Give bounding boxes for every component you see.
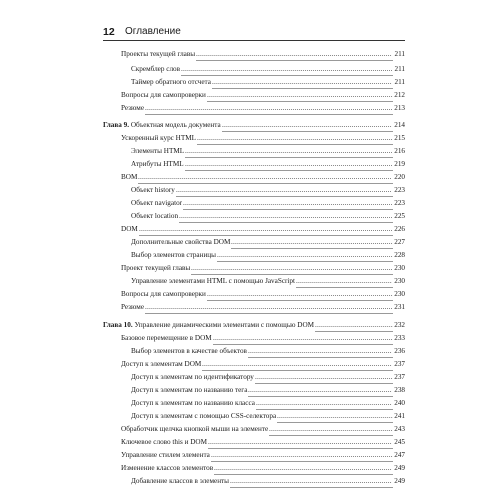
- entry-title-text: Обработчик щелчка кнопкой мыши на элементе: [121, 425, 269, 433]
- toc-entry: [103, 48, 405, 61]
- dot-leader: ..................................................................................................: [196, 50, 392, 58]
- toc-page-number: 231: [393, 301, 405, 314]
- toc-page-number: 227: [393, 236, 405, 249]
- entry-title-text: Ускоренный курс HTML: [121, 134, 197, 142]
- toc-entry-title: [121, 423, 269, 436]
- dot-leader: ....................................................................: [256, 399, 392, 407]
- toc-entry: [103, 397, 405, 410]
- dot-leader: ...............................................................................................................................: [139, 225, 393, 233]
- entry-title-text: Доступ к элементам DOM: [121, 360, 202, 368]
- entry-title-text: Скремблер слов: [131, 65, 181, 73]
- toc-page-number: 211: [393, 63, 405, 76]
- dot-leader: .................................................................................: [231, 238, 393, 246]
- entry-title-text: Резюме: [121, 104, 145, 112]
- toc-page-number: 237: [393, 358, 405, 371]
- toc-page-number: 249: [393, 462, 405, 475]
- dot-leader: ..................................................................................................: [197, 134, 393, 142]
- dot-leader: .........................................................................................: [214, 464, 392, 472]
- toc-entry-title: [121, 223, 139, 236]
- toc-entry: [103, 236, 405, 249]
- toc-entry: [103, 423, 405, 436]
- entry-title-text: Вопросы для самопроверки: [121, 290, 206, 298]
- entry-title-text: DOM: [121, 225, 138, 233]
- toc-entry-title: [103, 119, 222, 132]
- toc-page-number: 226: [393, 223, 405, 236]
- toc-entry: [103, 288, 405, 301]
- dot-leader: .....................................................................: [255, 373, 393, 381]
- dot-leader: ........................................................................................................: [185, 147, 393, 155]
- toc-entry: [103, 132, 405, 145]
- toc-entry: [103, 171, 405, 184]
- entry-title-text: Объект location: [131, 212, 179, 220]
- toc-entry: [103, 223, 405, 236]
- entry-title-text: Таймер обратного отсчета: [131, 78, 211, 86]
- entry-title-text: Проекты текущей главы: [121, 50, 196, 58]
- entry-title-text: Управление стилем элемента: [121, 451, 210, 459]
- dot-leader: ............................................................................................: [208, 438, 392, 446]
- toc-page-number: 212: [393, 89, 405, 102]
- toc-page-number: 211: [393, 48, 405, 61]
- toc-page-number: 216: [393, 145, 405, 158]
- toc-entry-title: [121, 358, 202, 371]
- toc-page-number: 245: [393, 436, 405, 449]
- toc-page-number: 236: [393, 345, 405, 358]
- running-header: [103, 25, 405, 41]
- toc-entry: [103, 63, 405, 76]
- dot-leader: .....................................................................................................: [191, 264, 393, 272]
- toc-entry: [103, 462, 405, 475]
- dot-leader: ........................................................................................................: [185, 160, 393, 168]
- dot-leader: ........................................................................: [248, 386, 392, 394]
- dot-leader: ..............................................................: [269, 425, 393, 433]
- toc-page-number: 230: [393, 275, 405, 288]
- toc-entry-title: [103, 319, 315, 332]
- toc-entry: [103, 358, 405, 371]
- dot-leader: ..........................................................................................................: [181, 65, 393, 73]
- toc-page-number: 220: [393, 171, 405, 184]
- entry-title-text: Объект navigator: [131, 199, 183, 207]
- entry-title-text: Выбор элементов в качестве объектов: [131, 347, 247, 355]
- toc-entry-title: [121, 436, 208, 449]
- toc-entry-title: [131, 345, 248, 358]
- toc-page-number: 233: [393, 332, 405, 345]
- toc-entry-title: [131, 158, 185, 171]
- entry-title-text: Атрибуты HTML: [131, 160, 184, 168]
- dot-leader: .........................................................................................................: [183, 199, 393, 207]
- toc-entry-title: [131, 475, 230, 488]
- entry-title-text: Ключевое слово this и DOM: [121, 438, 207, 446]
- toc-entry: [103, 449, 405, 462]
- page-number: 12: [103, 26, 115, 38]
- entry-title-text: Добавление классов в элементы: [131, 477, 230, 485]
- toc-page-number: 225: [393, 210, 405, 223]
- toc-entry: [103, 197, 405, 210]
- dot-leader: ..........................................................: [277, 412, 393, 420]
- toc-entry-title: [131, 210, 179, 223]
- entry-title-text: BOM: [121, 173, 138, 181]
- toc-entry: [103, 371, 405, 384]
- toc-entry-title: [131, 76, 212, 89]
- toc-entry: [103, 184, 405, 197]
- dot-leader: .............................................................................................: [207, 91, 393, 99]
- toc-page-number: 237: [393, 371, 405, 384]
- toc-page-number: 247: [393, 449, 405, 462]
- chapter-label: Глава 10.: [103, 321, 133, 329]
- entry-title-text: Базовое перемещение в DOM: [121, 334, 212, 342]
- toc-page-number: 213: [393, 102, 405, 115]
- dot-leader: ...........................................................................................................: [179, 212, 393, 220]
- toc-entry-title: [131, 371, 255, 384]
- toc-page-number: 223: [393, 197, 405, 210]
- toc-entry-title: [131, 184, 176, 197]
- dot-leader: ...............................................................................................................................: [138, 173, 392, 181]
- dot-leader: ............................................................................................................................: [145, 303, 393, 311]
- toc-entry-title: [121, 332, 213, 345]
- toc-page-number: 219: [393, 158, 405, 171]
- toc-page-number: 241: [393, 410, 405, 423]
- dot-leader: ...........................................................................................: [211, 451, 393, 459]
- chapter-label: Глава 9.: [103, 121, 130, 129]
- dot-leader: .............................................................................................: [207, 290, 393, 298]
- toc-entry-title: [121, 171, 138, 184]
- entry-title-text: Объектная модель документа: [130, 121, 221, 129]
- toc-entry-title: [131, 275, 296, 288]
- dot-leader: ...............................................................................................: [202, 360, 392, 368]
- toc-entry: [103, 436, 405, 449]
- toc-entry: [103, 475, 405, 488]
- entry-title-text: Дополнительные свойства DOM: [131, 238, 231, 246]
- toc-entry-title: [121, 301, 145, 314]
- toc-entry: [103, 76, 405, 89]
- dot-leader: ........................................................................: [248, 347, 392, 355]
- entry-title-text: Доступ к элементам по идентификатору: [131, 373, 254, 381]
- toc-entry: [103, 275, 405, 288]
- toc-entry-title: [121, 132, 197, 145]
- toc-entry: [103, 410, 405, 423]
- toc-entry: [103, 210, 405, 223]
- toc-page-number: 223: [393, 184, 405, 197]
- toc-entry-title: [131, 63, 181, 76]
- toc-chapter-entry: [103, 119, 405, 132]
- toc-page-number: 243: [393, 423, 405, 436]
- toc-page-number: 215: [393, 132, 405, 145]
- dot-leader: ..........................................................................................: [213, 334, 393, 342]
- dot-leader: ............................................................................................................: [176, 186, 392, 194]
- entry-title-text: Доступ к элементам по названию тега: [131, 386, 248, 394]
- toc-entry: [103, 89, 405, 102]
- toc-entry-title: [121, 462, 214, 475]
- toc-entry: [103, 384, 405, 397]
- dot-leader: ................................................: [296, 277, 392, 285]
- dot-leader: ........................................................................................: [217, 251, 393, 259]
- entry-title-text: Доступ к элементам с помощью CSS-селектора: [131, 412, 277, 420]
- entry-title-text: Вопросы для самопроверки: [121, 91, 206, 99]
- dot-leader: ............................................................................................................................: [145, 104, 393, 112]
- toc-page-number: 214: [393, 119, 405, 132]
- toc-entry-title: [131, 145, 185, 158]
- toc-entry: [103, 332, 405, 345]
- toc-entry-title: [121, 449, 211, 462]
- toc-page-number: 232: [393, 319, 405, 332]
- toc-entry: [103, 145, 405, 158]
- dot-leader: .....................................................................................: [222, 121, 392, 129]
- toc-entry: [103, 345, 405, 358]
- toc-entry: [103, 158, 405, 171]
- entry-title-text: Выбор элементов страницы: [131, 251, 216, 259]
- entry-title-text: Резюме: [121, 303, 145, 311]
- toc-page-number: 230: [393, 262, 405, 275]
- toc-entry-title: [121, 102, 145, 115]
- entry-title-text: Изменение классов элементов: [121, 464, 214, 472]
- dot-leader: .......................................: [315, 321, 393, 329]
- toc-entry-title: [131, 384, 248, 397]
- dot-leader: ..........................................................................................: [212, 78, 392, 86]
- entry-title-text: Объект history: [131, 186, 175, 194]
- toc-entry: [103, 249, 405, 262]
- toc-entry-title: [131, 197, 183, 210]
- toc-entry-title: [121, 48, 196, 61]
- entry-title-text: Элементы HTML: [131, 147, 185, 155]
- toc-page-number: 249: [393, 475, 405, 488]
- toc-entry-title: [131, 249, 217, 262]
- entry-title-text: Проект текущей главы: [121, 264, 191, 272]
- section-title: Оглавление: [125, 26, 181, 37]
- toc-entry-title: [131, 236, 231, 249]
- entry-title-text: Управление динамическими элементами с помощью DOM: [134, 321, 315, 329]
- toc-entry-title: [121, 288, 207, 301]
- toc-entry-title: [121, 262, 191, 275]
- toc-entry-title: [131, 397, 256, 410]
- entry-title-text: Доступ к элементам по названию класса: [131, 399, 255, 407]
- toc-page-number: 230: [393, 288, 405, 301]
- header-rule: [103, 40, 405, 41]
- toc-entry-title: [131, 410, 277, 423]
- toc-entry: [103, 102, 405, 115]
- toc-page-number: 240: [393, 397, 405, 410]
- entry-title-text: Управление элементами HTML с помощью JavaScript: [131, 277, 296, 285]
- toc-page-number: 211: [393, 76, 405, 89]
- toc-chapter-entry: [103, 319, 405, 332]
- toc-entry-title: [121, 89, 207, 102]
- toc-entry: [103, 301, 405, 314]
- toc-entry: [103, 262, 405, 275]
- dot-leader: .................................................................................: [230, 477, 392, 485]
- toc-page-number: 238: [393, 384, 405, 397]
- toc-page-number: 228: [393, 249, 405, 262]
